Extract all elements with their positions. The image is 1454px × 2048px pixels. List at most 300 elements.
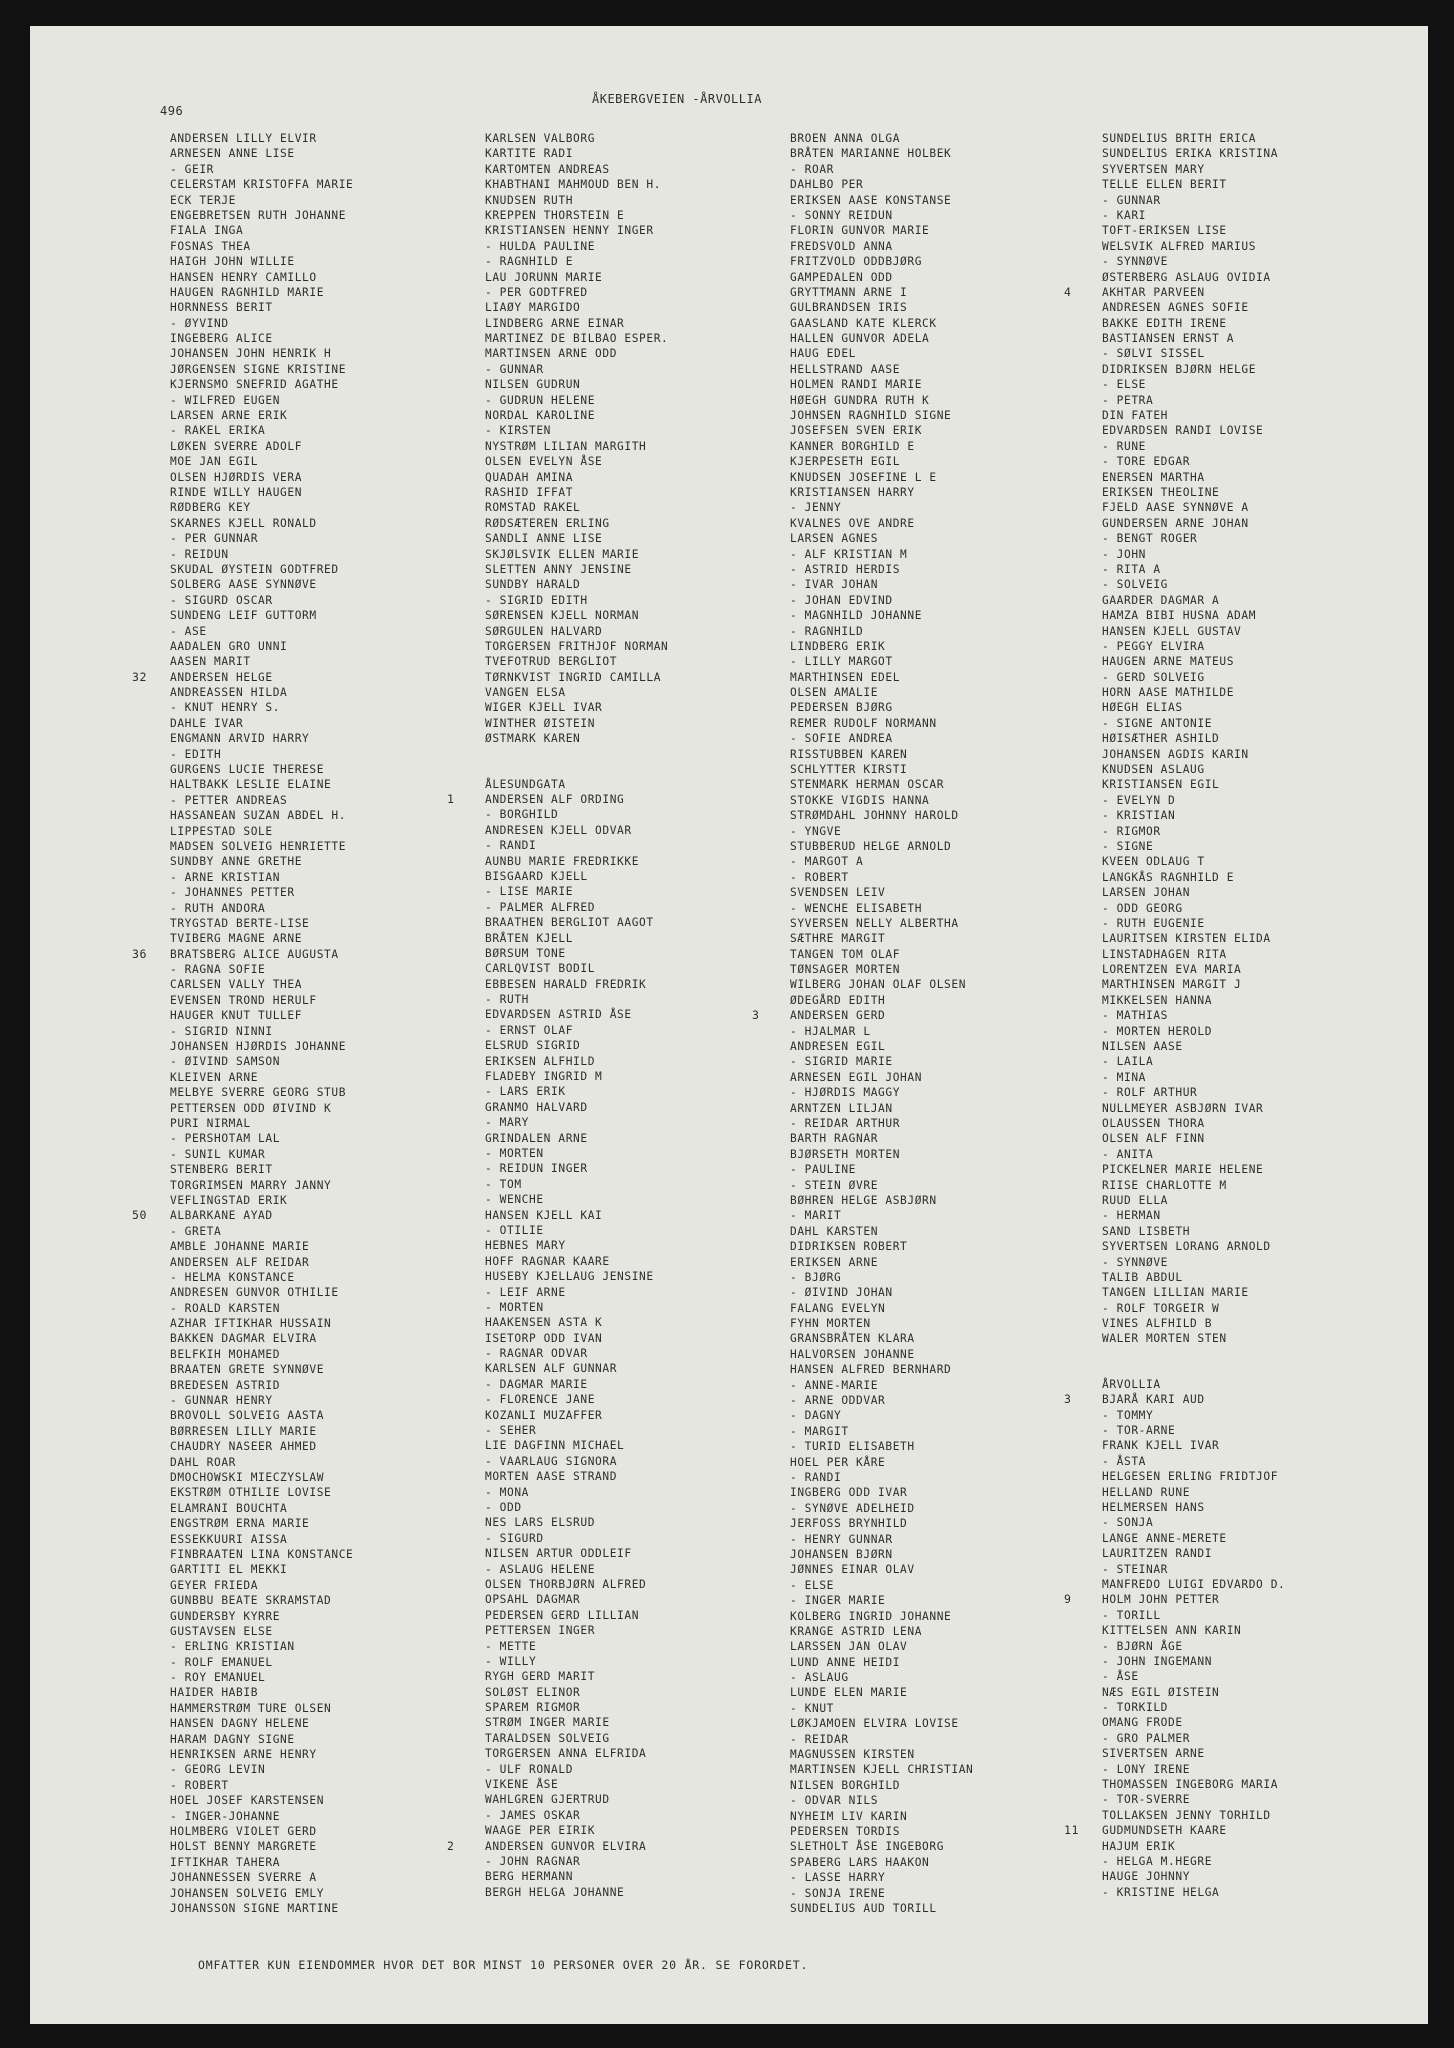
resident-entry: [1102, 977, 1285, 992]
resident-name: FALANG EVELYN: [790, 1301, 886, 1315]
resident-entry: [485, 547, 668, 562]
resident-name: - GUNNAR HENRY: [170, 1394, 273, 1408]
resident-name: - RAGNHILD E: [485, 255, 574, 269]
resident-entry: [170, 593, 353, 608]
resident-name: - YNGVE: [790, 824, 842, 838]
resident-entry: [1102, 1608, 1285, 1623]
resident-name: - SIGURD OSCAR: [170, 593, 273, 607]
resident-name: WELSVIK ALFRED MARIUS: [1102, 239, 1257, 253]
resident-name: - MARY: [485, 1116, 530, 1130]
resident-entry: [790, 916, 973, 931]
resident-name: SØRENSEN KJELL NORMAN: [485, 609, 640, 623]
resident-entry: [790, 1470, 973, 1485]
resident-entry: [790, 1362, 973, 1377]
resident-entry: [170, 1886, 353, 1901]
resident-name: - RIGMOR: [1102, 824, 1161, 838]
resident-entry: [170, 993, 353, 1008]
resident-entry: [1102, 1116, 1285, 1131]
resident-name: GUNDERSEN ARNE JOHAN: [1102, 516, 1249, 530]
resident-entry: [170, 208, 353, 223]
resident-entry: [485, 654, 668, 669]
resident-name: SKJØLSVIK ELLEN MARIE: [485, 547, 640, 561]
resident-name: HAUG EDEL: [790, 347, 857, 361]
resident-name: TORGRIMSEN MARRY JANNY: [170, 1178, 332, 1192]
resident-name: - ANITA: [1102, 1147, 1154, 1161]
resident-name: - ROLF TORGEIR W: [1102, 1301, 1220, 1315]
resident-entry: [790, 1224, 973, 1239]
resident-name: TANGEN LILLIAN MARIE: [1102, 1286, 1249, 1300]
resident-entry: [170, 1378, 353, 1393]
resident-entry: [485, 915, 668, 930]
resident-entry: [790, 1101, 973, 1116]
resident-name: - WENCHE ELISABETH: [790, 901, 923, 915]
resident-entry: [485, 1161, 668, 1176]
resident-name: STOKKE VIGDIS HANNA: [790, 793, 930, 807]
resident-name: VEFLINGSTAD ERIK: [170, 1193, 288, 1207]
resident-name: WIGER KJELL IVAR: [485, 701, 603, 715]
resident-name: - RAGNAR ODVAR: [485, 1347, 588, 1361]
resident-name: - HERMAN: [1102, 1209, 1161, 1223]
resident-entry: [1102, 1285, 1285, 1300]
resident-entry: [790, 854, 973, 869]
resident-name: - BJØRG: [790, 1270, 842, 1284]
resident-entry: [1102, 1777, 1285, 1792]
resident-name: EDVARDSEN RANDI LOVISE: [1102, 424, 1264, 438]
resident-entry: [170, 1393, 353, 1408]
resident-entry: [1102, 331, 1285, 346]
resident-entry: [790, 1685, 973, 1700]
resident-entry: [170, 1193, 353, 1208]
resident-entry: [790, 1639, 973, 1654]
resident-name: - TORILL: [1102, 1608, 1161, 1622]
resident-name: - JOHANNES PETTER: [170, 886, 295, 900]
resident-name: RYGH GERD MARIT: [485, 1670, 596, 1684]
resident-entry: [790, 1886, 973, 1901]
resident-entry: [170, 777, 353, 792]
resident-name: SVENDSEN LEIV: [790, 886, 886, 900]
resident-name: WALER MORTEN STEN: [1102, 1332, 1227, 1346]
resident-entry: [485, 1792, 668, 1807]
resident-entry: [790, 670, 973, 685]
resident-entry: [170, 624, 353, 639]
resident-entry: [485, 485, 668, 500]
resident-entry: [1102, 1085, 1285, 1100]
resident-name: OMANG FRODE: [1102, 1716, 1183, 1730]
resident-name: - SIGNE ANTONIE: [1102, 716, 1213, 730]
resident-name: TORGERSEN ANNA ELFRIDA: [485, 1747, 647, 1761]
resident-entry: [132, 946, 353, 962]
resident-name: - PETRA: [1102, 393, 1154, 407]
resident-name: TARALDSEN SOLVEIG: [485, 1731, 610, 1745]
resident-entry: [170, 885, 353, 900]
resident-name: MADSEN SOLVEIG HENRIETTE: [170, 839, 347, 853]
resident-name: FRITZVOLD ODDBJØRG: [790, 255, 923, 269]
resident-name: ANDRESEN EGIL: [790, 1040, 886, 1054]
resident-name: HAUGE JOHNNY: [1102, 1870, 1191, 1884]
resident-entry: [485, 1238, 668, 1253]
resident-entry: [1102, 423, 1285, 438]
resident-entry: [170, 854, 353, 869]
resident-name: - RAGNA SOFIE: [170, 963, 266, 977]
resident-entry: [170, 1762, 353, 1777]
resident-entry: [1102, 1239, 1285, 1254]
resident-entry: [170, 1224, 353, 1239]
resident-entry: [790, 1439, 973, 1454]
resident-name: NÆS EGIL ØISTEIN: [1102, 1685, 1220, 1699]
resident-name: - PALMER ALFRED: [485, 900, 596, 914]
resident-entry: [1102, 947, 1285, 962]
resident-name: WAHLGREN GJERTRUD: [485, 1793, 610, 1807]
resident-name: TANGEN TOM OLAF: [790, 947, 901, 961]
resident-name: FINBRAATEN LINA KONSTANCE: [170, 1547, 354, 1561]
resident-entry: [170, 1054, 353, 1069]
resident-name: - FLORENCE JANE: [485, 1393, 596, 1407]
resident-name: HELLAND RUNE: [1102, 1485, 1191, 1499]
resident-name: - SUNIL KUMAR: [170, 1147, 266, 1161]
resident-name: - LISE MARIE: [485, 885, 574, 899]
resident-entry: [790, 485, 973, 500]
resident-entry: [790, 731, 973, 746]
resident-name: - GUDRUN HELENE: [485, 393, 596, 407]
resident-entry: [790, 1732, 973, 1747]
resident-entry: [485, 1023, 668, 1038]
resident-name: - RAGNHILD: [790, 624, 864, 638]
resident-entry: [1102, 547, 1285, 562]
resident-name: KRISTIANSEN HARRY: [790, 485, 915, 499]
resident-entry: [170, 547, 353, 562]
resident-entry: [485, 408, 668, 423]
resident-entry: [170, 1685, 353, 1700]
house-number: 4: [1064, 284, 1072, 299]
resident-name: KANNER BORGHILD E: [790, 439, 915, 453]
resident-name: BERGH HELGA JOHANNE: [485, 1885, 625, 1899]
resident-entry: [1064, 1592, 1285, 1607]
resident-entry: [485, 239, 668, 254]
resident-name: - MARGOT A: [790, 855, 864, 869]
resident-name: CHAUDRY NASEER AHMED: [170, 1440, 317, 1454]
resident-name: ELAMRANI BOUCHTA: [170, 1501, 288, 1515]
resident-name: KVEEN ODLAUG T: [1102, 855, 1205, 869]
resident-entry: [485, 946, 668, 961]
resident-name: - MORTEN: [485, 1300, 544, 1314]
resident-entry: [170, 516, 353, 531]
resident-entry: [485, 162, 668, 177]
resident-name: - LEIF ARNE: [485, 1285, 566, 1299]
resident-name: EBBESEN HARALD FREDRIK: [485, 977, 647, 991]
resident-name: NILSEN BORGHILD: [790, 1778, 901, 1792]
resident-name: LINDBERG ERIK: [790, 639, 886, 653]
resident-entry: [170, 808, 353, 823]
resident-name: - RUTH ANDORA: [170, 901, 266, 915]
resident-entry: [1102, 439, 1285, 454]
resident-entry: [170, 1855, 353, 1870]
resident-name: - REIDUN: [170, 547, 229, 561]
resident-entry: [485, 869, 668, 884]
resident-entry: [485, 1084, 668, 1099]
resident-name: DAHL KARSTEN: [790, 1224, 879, 1238]
resident-entry: [170, 1701, 353, 1716]
resident-name: GURGENS LUCIE THERESE: [170, 763, 325, 777]
resident-name: RIISE CHARLOTTE M: [1102, 1178, 1227, 1192]
resident-name: - ERLING KRISTIAN: [170, 1640, 295, 1654]
resident-entry: [790, 331, 973, 346]
resident-entry: [170, 1131, 353, 1146]
resident-name: LIE DAGFINN MICHAEL: [485, 1439, 625, 1453]
resident-name: AASEN MARIT: [170, 655, 251, 669]
resident-entry: [170, 1085, 353, 1100]
resident-name: - SYNNØVE: [1102, 255, 1169, 269]
resident-entry: [485, 1223, 668, 1238]
resident-entry: [1102, 1301, 1285, 1316]
resident-entry: [485, 1177, 668, 1192]
resident-name: EDVARDSEN ASTRID ÅSE: [485, 1008, 632, 1022]
resident-entry: [790, 300, 973, 315]
resident-entry: [170, 1147, 353, 1162]
resident-name: LANGE ANNE-MERETE: [1102, 1531, 1227, 1545]
resident-name: SKARNES KJELL RONALD: [170, 516, 317, 530]
resident-name: - LILLY MARGOT: [790, 655, 893, 669]
resident-entry: [790, 1839, 973, 1854]
resident-name: - HELGA M.HEGRE: [1102, 1854, 1213, 1868]
resident-name: RØDBERG KEY: [170, 501, 251, 515]
resident-entry: [485, 1823, 668, 1838]
resident-name: HOFF RAGNAR KAARE: [485, 1254, 610, 1268]
resident-name: - JOHAN EDVIND: [790, 593, 893, 607]
resident-name: KNUDSEN ASLAUG: [1102, 763, 1205, 777]
resident-entry: [1102, 1792, 1285, 1807]
resident-entry: [485, 1315, 668, 1330]
resident-name: ESSEKKUURI AISSA: [170, 1532, 288, 1546]
resident-entry: [790, 777, 973, 792]
resident-name: - ASLAUG: [790, 1671, 849, 1685]
resident-name: - EVELYN D: [1102, 793, 1176, 807]
resident-name: CARLSEN VALLY THEA: [170, 978, 303, 992]
resident-name: - JOHN RAGNAR: [485, 1854, 581, 1868]
resident-name: - KNUT: [790, 1701, 835, 1715]
resident-name: DAHLBO PER: [790, 178, 864, 192]
resident-entry: [132, 1208, 353, 1223]
resident-name: SAND LISBETH: [1102, 1224, 1191, 1238]
resident-entry: [790, 1285, 973, 1300]
resident-entry: [790, 654, 973, 669]
resident-entry: [485, 1392, 668, 1407]
resident-name: PETTERSEN ODD ØIVIND K: [170, 1101, 332, 1115]
resident-name: SYVERTSEN MARY: [1102, 162, 1205, 176]
resident-entry: [170, 901, 353, 916]
resident-name: BAKKEN DAGMAR ELVIRA: [170, 1332, 317, 1346]
resident-entry: [170, 1901, 353, 1916]
resident-name: TRYGSTAD BERTE-LISE: [170, 916, 310, 930]
resident-name: ANDREASSEN HILDA: [170, 686, 288, 700]
resident-name: LANGKÅS RAGNHILD E: [1102, 870, 1235, 884]
resident-entry: [790, 162, 973, 177]
resident-entry: [170, 1255, 353, 1270]
resident-name: JOHANNESSEN SVERRE A: [170, 1871, 317, 1885]
resident-name: GARTITI EL MEKKI: [170, 1563, 288, 1577]
resident-entry: [790, 377, 973, 392]
resident-entry: [170, 439, 353, 454]
resident-entry: [485, 300, 668, 315]
resident-entry: [485, 1854, 668, 1869]
resident-entry: [1102, 1224, 1285, 1239]
resident-name: PICKELNER MARIE HELENE: [1102, 1163, 1264, 1177]
resident-name: GRANSBRÅTEN KLARA: [790, 1332, 915, 1346]
resident-name: BREDESEN ASTRID: [170, 1378, 281, 1392]
resident-name: ANDRESEN KJELL ODVAR: [485, 823, 632, 837]
resident-entry: [485, 1885, 668, 1900]
resident-entry: [170, 1362, 353, 1377]
resident-entry: [170, 1670, 353, 1685]
resident-name: - ANNE-MARIE: [790, 1378, 879, 1392]
resident-entry: [790, 1855, 973, 1870]
resident-entry: [170, 500, 353, 515]
resident-name: TORGERSEN FRITHJOF NORMAN: [485, 639, 669, 653]
resident-entry: [1102, 362, 1285, 377]
resident-name: FREDSVOLD ANNA: [790, 239, 893, 253]
resident-entry: [485, 285, 668, 300]
resident-entry: [1102, 654, 1285, 669]
resident-name: - ROAR: [790, 162, 835, 176]
resident-name: SKUDAL ØYSTEIN GODTFRED: [170, 562, 339, 576]
resident-name: AKHTAR PARVEEN: [1102, 285, 1205, 299]
resident-name: - MINA: [1102, 1070, 1147, 1084]
column-1: [132, 131, 354, 1916]
resident-name: - TORKILD: [1102, 1701, 1169, 1715]
resident-entry: [790, 254, 973, 269]
resident-name: WILBERG JOHAN OLAF OLSEN: [790, 978, 967, 992]
resident-entry: [1102, 1454, 1285, 1469]
page-number: 496: [160, 104, 184, 118]
resident-name: - STEIN ØVRE: [790, 1178, 879, 1192]
resident-entry: [170, 1178, 353, 1193]
resident-entry: [170, 285, 353, 300]
resident-name: HØISÆTHER ASHILD: [1102, 732, 1220, 746]
resident-name: ALBARKANE AYAD: [170, 1209, 273, 1223]
resident-name: LØKEN SVERRE ADOLF: [170, 439, 303, 453]
resident-name: DIDRIKSEN BJØRN HELGE: [1102, 362, 1257, 376]
resident-name: - REIDAR: [790, 1732, 849, 1746]
resident-entry: [1102, 670, 1285, 685]
resident-name: BRÅTEN KJELL: [485, 931, 574, 945]
resident-entry: [1102, 162, 1285, 177]
resident-name: JOHNSEN RAGNHILD SIGNE: [790, 409, 952, 423]
resident-name: JØNNES EINAR OLAV: [790, 1563, 915, 1577]
resident-name: ANDERSEN HELGE: [170, 670, 273, 684]
column-4: [1064, 131, 1286, 1900]
resident-entry: [170, 1270, 353, 1285]
resident-entry: [1102, 993, 1285, 1008]
resident-entry: [790, 500, 973, 515]
resident-name: - RUNE: [1102, 439, 1147, 453]
resident-entry: [485, 1423, 668, 1438]
resident-name: GRANMO HALVARD: [485, 1100, 588, 1114]
resident-entry: [790, 1809, 973, 1824]
resident-name: GRINDALEN ARNE: [485, 1131, 588, 1145]
resident-entry: [1102, 1101, 1285, 1116]
resident-name: - BENGT ROGER: [1102, 532, 1198, 546]
resident-name: - KNUT HENRY S.: [170, 701, 281, 715]
resident-entry: [485, 1438, 668, 1453]
resident-entry: [170, 131, 353, 146]
resident-name: SØRGULEN HALVARD: [485, 624, 603, 638]
resident-entry: [485, 146, 668, 161]
resident-name: BRATSBERG ALICE AUGUSTA: [170, 947, 339, 961]
resident-entry: [170, 654, 353, 669]
resident-name: TOLLAKSEN JENNY TORHILD: [1102, 1808, 1271, 1822]
resident-name: NILSEN ARTUR ODDLEIF: [485, 1547, 632, 1561]
resident-name: STRØMDAHL JOHNNY HAROLD: [790, 809, 959, 823]
resident-entry: [485, 593, 668, 608]
resident-entry: [485, 316, 668, 331]
resident-entry: [790, 131, 973, 146]
resident-name: ANDERSEN GERD: [790, 1009, 886, 1023]
resident-entry: [485, 1054, 668, 1069]
resident-name: - WILFRED EUGEN: [170, 393, 281, 407]
resident-name: - SYNNØVE: [1102, 1255, 1169, 1269]
resident-entry: [485, 1131, 668, 1146]
resident-entry: [485, 577, 668, 592]
resident-name: JOHANSEN HJØRDIS JOHANNE: [170, 1040, 347, 1054]
resident-entry: [485, 1038, 668, 1053]
resident-entry: [485, 254, 668, 269]
resident-name: HAMZA BIBI HUSNA ADAM: [1102, 609, 1257, 623]
resident-entry: [485, 1208, 668, 1223]
resident-entry: [170, 1008, 353, 1023]
resident-entry: [170, 1301, 353, 1316]
resident-entry: [485, 1408, 668, 1423]
resident-entry: [752, 1008, 973, 1023]
resident-name: - HULDA PAULINE: [485, 239, 596, 253]
resident-entry: [1102, 1131, 1285, 1146]
resident-entry: [485, 608, 668, 623]
resident-entry: [170, 731, 353, 746]
resident-entry: [170, 1532, 353, 1547]
resident-entry: [1102, 1731, 1285, 1746]
resident-entry: [170, 1778, 353, 1793]
resident-name: - RANDI: [485, 839, 537, 853]
resident-entry: [1102, 824, 1285, 839]
resident-name: TØNSAGER MORTEN: [790, 963, 901, 977]
resident-entry: [170, 608, 353, 623]
resident-name: TVEFOTRUD BERGLIOT: [485, 655, 618, 669]
resident-entry: [790, 747, 973, 762]
resident-entry: [790, 901, 973, 916]
resident-entry: [170, 1516, 353, 1531]
resident-name: HANSEN DAGNY HELENE: [170, 1717, 310, 1731]
resident-name: BJØRSETH MORTEN: [790, 1147, 901, 1161]
resident-name: - RAKEL ERIKA: [170, 424, 266, 438]
resident-name: LARSEN JOHAN: [1102, 886, 1191, 900]
resident-entry: [170, 1870, 353, 1885]
resident-name: - LARS ERIK: [485, 1085, 566, 1099]
resident-name: TELLE ELLEN BERIT: [1102, 178, 1227, 192]
resident-name: - JENNY: [790, 501, 842, 515]
resident-name: - MAGNHILD JOHANNE: [790, 609, 923, 623]
resident-name: BRÅTEN MARIANNE HOLBEK: [790, 147, 952, 161]
resident-name: SPABERG LARS HAAKON: [790, 1855, 930, 1869]
resident-entry: [1064, 1392, 1285, 1407]
resident-name: - PER GUNNAR: [170, 532, 259, 546]
resident-entry: [485, 1515, 668, 1530]
resident-name: BJARÅ KARI AUD: [1102, 1393, 1205, 1407]
resident-name: - WENCHE: [485, 1193, 544, 1207]
resident-entry: [1102, 1316, 1285, 1331]
resident-name: SÆTHRE MARGIT: [790, 932, 886, 946]
resident-entry: [1102, 1639, 1285, 1654]
resident-name: - ROBERT: [790, 870, 849, 884]
resident-name: KRANGE ASTRID LENA: [790, 1624, 923, 1638]
resident-name: SUNDELIUS ERIKA KRISTINA: [1102, 147, 1279, 161]
